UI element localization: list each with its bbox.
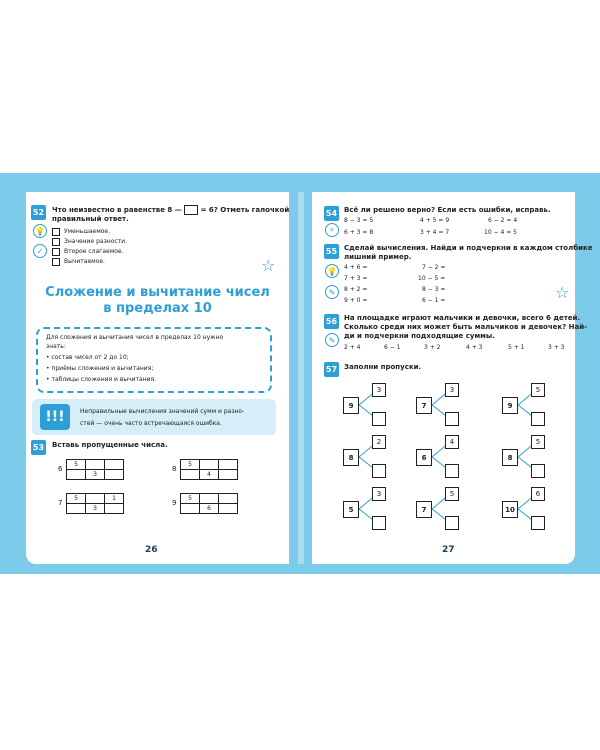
tree-8-part: 5 <box>445 487 459 501</box>
task-56-question-line1: На площадке играют мальчики и девочки, всего 6 детей. <box>344 314 581 322</box>
rule-intro-line2: знать: <box>46 343 66 350</box>
tree-2-part: 3 <box>445 383 459 397</box>
col2-expr-1: 7 − 2 = <box>422 264 446 271</box>
tree-5-blank[interactable] <box>445 464 459 478</box>
star-icon: ☆ <box>555 283 570 302</box>
sum-2[interactable]: 6 − 1 <box>384 344 401 351</box>
rule-bullet-3-text: таблицы сложения и вычитания. <box>51 376 157 383</box>
grid-4-number: 9 <box>172 499 177 507</box>
tree-9-whole: 10 <box>502 501 518 518</box>
option-label-2: Значение разности. <box>64 238 127 245</box>
task-54-badge: 54 <box>324 206 339 221</box>
grid-cell[interactable]: 5 <box>181 460 200 470</box>
task-55-question-line1: Сделай вычисления. Найди и подчеркни в каждом столбике <box>344 244 593 252</box>
grid-3-number: 7 <box>58 499 63 507</box>
eq-1-3: 6 − 2 = 4 <box>488 217 518 224</box>
tree-9-part: 6 <box>531 487 545 501</box>
grid-cell[interactable]: 4 <box>200 470 219 480</box>
col1-expr-3: 8 + 2 = <box>344 286 368 293</box>
pencil-icon: ✎ <box>325 333 339 347</box>
tree-1-whole: 9 <box>343 397 359 414</box>
option-label-4: Вычитаемое. <box>64 258 105 265</box>
warning-line2: стей — очень часто встречающаяся ошибка. <box>80 420 222 427</box>
tree-3-blank[interactable] <box>531 412 545 426</box>
tree-7-whole: 5 <box>343 501 359 518</box>
tree-7-part: 3 <box>372 487 386 501</box>
grid-1-number: 6 <box>58 465 63 473</box>
section-title-line1: Сложение и вычитание чисел <box>45 285 270 300</box>
task-55-question-line2: лишний пример. <box>344 253 412 261</box>
eq-2-2: 3 + 4 = 7 <box>420 229 450 236</box>
checkmark-icon: ✓ <box>33 244 47 258</box>
task-57-question: Заполни пропуски. <box>344 363 422 371</box>
eq-2-1: 6 + 3 = 8 <box>344 229 374 236</box>
tree-1-blank[interactable] <box>372 412 386 426</box>
page-number-left: 26 <box>145 545 158 555</box>
task-53-badge: 53 <box>31 440 46 455</box>
col2-expr-2: 10 − 5 = <box>418 275 446 282</box>
tree-6-whole: 8 <box>502 449 518 466</box>
grid-cell[interactable]: 5 <box>67 460 86 470</box>
tree-8-whole: 7 <box>416 501 432 518</box>
task-52-question-part-a: Что неизвестно в равенстве 8 — <box>52 206 182 214</box>
grid-cell[interactable]: 6 <box>200 504 219 514</box>
col1-expr-1: 4 + 6 = <box>344 264 368 271</box>
col2-expr-4: 6 − 1 = <box>422 297 446 304</box>
task-52-question-line2: правильный ответ. <box>52 215 129 223</box>
sum-3[interactable]: 3 + 2 <box>424 344 441 351</box>
tree-5-whole: 6 <box>416 449 432 466</box>
grid-cell[interactable]: 3 <box>86 470 105 480</box>
tree-4-blank[interactable] <box>372 464 386 478</box>
tree-6-part: 5 <box>531 435 545 449</box>
tree-7-blank[interactable] <box>372 516 386 530</box>
col1-expr-4: 9 + 0 = <box>344 297 368 304</box>
sum-5[interactable]: 5 + 1 <box>508 344 525 351</box>
option-label-3: Второе слагаемое. <box>64 248 124 255</box>
tree-5-part: 4 <box>445 435 459 449</box>
tree-3-part: 5 <box>531 383 545 397</box>
task-56-question-line2: Сколько среди них может быть мальчиков и девочек? Най- <box>344 323 588 331</box>
lightbulb-icon: 💡 <box>325 264 339 278</box>
task-52-badge: 52 <box>31 205 46 220</box>
lightbulb-icon: 💡 <box>33 224 47 238</box>
warning-line1: Неправильные вычисления значений сумм и разно- <box>80 408 245 415</box>
task-57-badge: 57 <box>324 362 339 377</box>
sum-6[interactable]: 3 + 3 <box>548 344 565 351</box>
rule-bullet-2: • приёмы сложения и вычитания; <box>46 365 154 372</box>
section-title-line2: в пределах 10 <box>103 301 212 316</box>
tree-2-whole: 7 <box>416 397 432 414</box>
pencil-icon: ✎ <box>325 285 339 299</box>
col2-expr-3: 8 − 3 = <box>422 286 446 293</box>
rule-intro-line1: Для сложения и вычитания чисел в пределах 10 нужно <box>46 334 224 341</box>
sum-1[interactable]: 2 + 4 <box>344 344 361 351</box>
rule-bullet-3: • таблицы сложения и вычитания. <box>46 376 157 383</box>
option-label-1: Уменьшаемое. <box>64 228 110 235</box>
rule-bullet-1: • состав чисел от 2 до 10; <box>46 354 129 361</box>
exclamation-icon: !!! <box>40 404 70 430</box>
task-56-question-line3: ди и подчеркни подходящие суммы. <box>344 332 495 340</box>
task-55-badge: 55 <box>324 244 339 259</box>
tree-4-whole: 8 <box>343 449 359 466</box>
tree-3-whole: 9 <box>502 397 518 414</box>
rule-bullet-2-text: приёмы сложения и вычитания; <box>51 365 154 372</box>
grid-cell[interactable]: 1 <box>105 494 124 504</box>
star-icon: ☆ <box>261 256 276 275</box>
col1-expr-2: 7 + 3 = <box>344 275 368 282</box>
grid-cell[interactable]: 3 <box>86 504 105 514</box>
page-number-right: 27 <box>442 545 455 555</box>
tree-2-blank[interactable] <box>445 412 459 426</box>
eq-2-3: 10 − 4 = 5 <box>484 229 517 236</box>
task-56-badge: 56 <box>324 314 339 329</box>
tree-4-part: 2 <box>372 435 386 449</box>
eq-1-1: 8 − 3 = 5 <box>344 217 374 224</box>
grid-2-number: 8 <box>172 465 177 473</box>
task-54-question: Всё ли решено верно? Если есть ошибки, исправь. <box>344 206 551 214</box>
grid-cell[interactable]: 5 <box>67 494 86 504</box>
tree-6-blank[interactable] <box>531 464 545 478</box>
sum-4[interactable]: 4 + 3 <box>466 344 483 351</box>
task-53-question: Вставь пропущенные числа. <box>52 441 168 449</box>
task-52-question-part-b: = 6? Отметь галочкой <box>200 206 290 214</box>
eq-1-2: 4 + 5 = 9 <box>420 217 450 224</box>
magnifier-icon: ⌕ <box>325 223 339 237</box>
grid-cell[interactable]: 5 <box>181 494 200 504</box>
tree-9-blank[interactable] <box>531 516 545 530</box>
tree-8-blank[interactable] <box>445 516 459 530</box>
tree-1-part: 3 <box>372 383 386 397</box>
rule-bullet-1-text: состав чисел от 2 до 10; <box>51 354 129 361</box>
